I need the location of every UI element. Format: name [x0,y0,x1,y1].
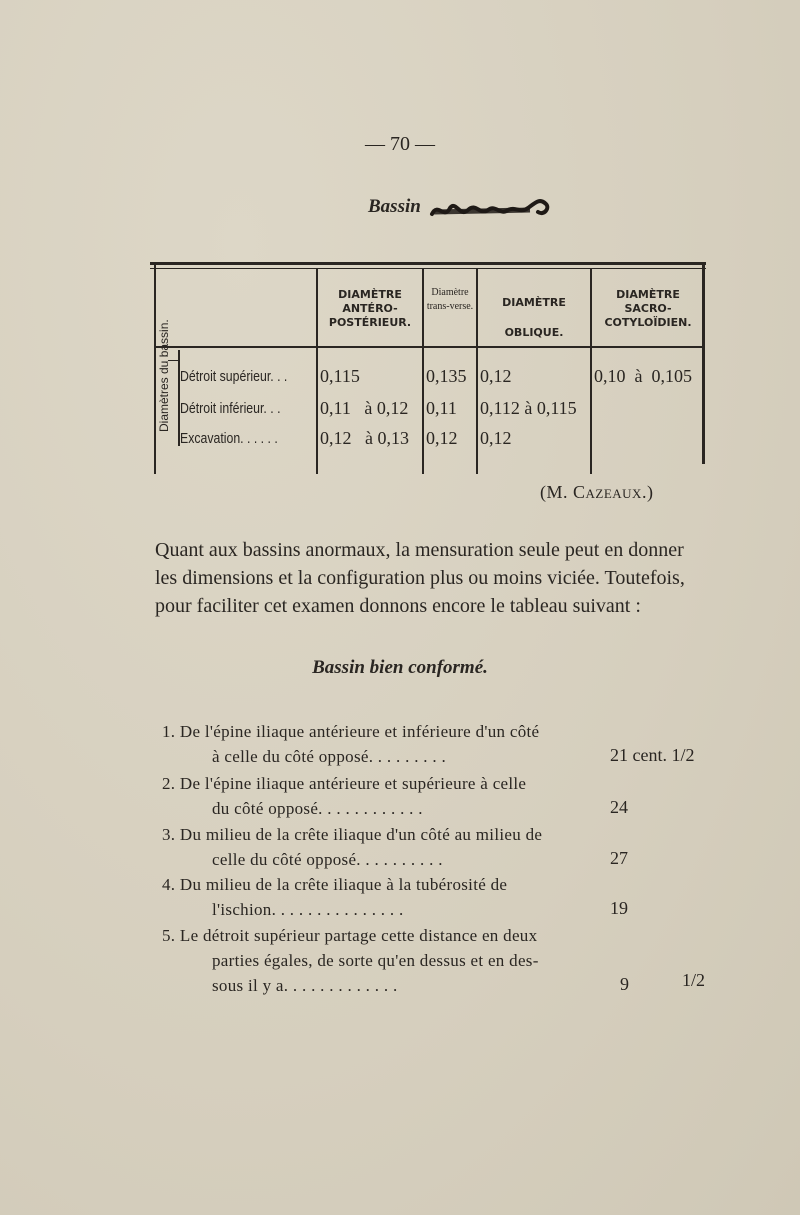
table-left-border [154,262,156,474]
table-cell: 0,12 à 0,13 [320,428,409,448]
item-line: 3. Du milieu de la crête iliaque d'un côté au milieu de [162,825,543,844]
item-line: du côté opposé. . . . . . . . . . . . [212,799,423,818]
table-cell: 0,115 [320,366,360,386]
row-group-label: Diamètres du bassin. [157,319,171,432]
row-label: Détroit supérieur. . . [180,368,288,385]
col-header-antero-posterieur: DIAMÈTRE ANTÉRO-POSTÉRIEUR. [328,288,412,329]
item-line: 5. Le détroit supérieur partage cette distance en deux [162,926,538,945]
row-label: Détroit inférieur. . . [180,400,281,417]
table-cell: 0,11 [426,398,457,418]
item-line: à celle du côté opposé. . . . . . . . . [212,747,447,766]
table-cell: 0,10 à 0,105 [594,366,692,386]
paragraph-line: Quant aux bassins anormaux, la mensuration seule peut en donner [155,539,684,561]
col-header-transverse: Diamètre trans-verse. [426,287,474,312]
item-value-fraction: 1/2 [682,970,706,990]
paragraph-line: les dimensions et la configuration plus ou moins viciée. Toutefois, [155,567,685,589]
table-cell: 0,11 à 0,12 [320,398,409,418]
item-line: celle du côté opposé. . . . . . . . . . [212,850,443,869]
item-line: sous il y a. . . . . . . . . . . . . [212,976,398,995]
paragraph-line: pour faciliter cet examen donnons encore le tableau suivant : [155,595,641,617]
item-value: 24 [610,797,628,817]
table-right-border [702,262,705,464]
table-title-word: Bassin [368,196,421,217]
item-value: 21 cent. 1/2 [610,745,695,765]
table-cell: 0,112 à 0,115 [480,398,577,418]
item-value: 27 [610,848,628,868]
source-citation: (M. Cazeaux.) [540,482,654,502]
table-cell: 0,12 [480,428,512,448]
handwritten-scribble [428,192,558,226]
table-cell: 0,12 [426,428,458,448]
item-line: 4. Du milieu de la crête iliaque à la tubérosité de [162,875,508,894]
section-title: Bassin bien conformé. [312,657,488,678]
item-line: 2. De l'épine iliaque antérieure et supérieure à celle [162,774,527,793]
table-cell: 0,12 [480,366,512,386]
item-line: l'ischion. . . . . . . . . . . . . . . [212,900,404,919]
cazeaux-table [150,262,706,474]
header-rule [156,346,702,348]
table-top-rule-thin [150,268,706,269]
item-line: 1. De l'épine iliaque antérieure et inférieure d'un côté [162,722,540,741]
item-line: parties égales, de sorte qu'en dessus et en des- [212,951,539,970]
item-value: 19 [610,898,628,918]
col-header-oblique: DIAMÈTRE OBLIQUE. [502,296,566,339]
row-label: Excavation. . . . . . [180,430,278,447]
page-number: — 70 — [365,133,435,155]
col-header-sacro-cotyloidien: DIAMÈTRE SACRO-COTYLOÏDIEN. [604,288,692,329]
table-cell: 0,135 [426,366,467,386]
table-top-rule [150,262,706,265]
col-divider [590,268,592,474]
item-value: 9 [620,974,629,994]
